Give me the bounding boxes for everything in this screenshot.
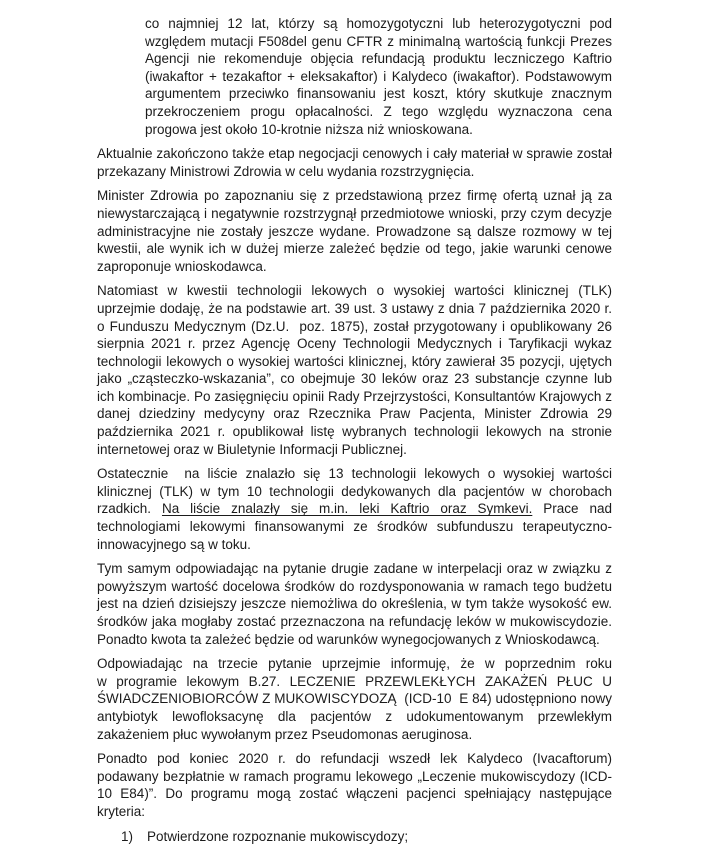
paragraph-b27-program: Odpowiadając na trzecie pytanie uprzejmie informuję, że w poprzednim roku w programie lekowym B.27. LECZENIE PRZEWLEKŁYCH ZAKAŻEŃ PŁUC U ŚWIADCZENIOBIORCÓW Z MUKOWISCYDOZĄ (ICD-10 E 84) udostępniono nowy antybiotyk lewofloksacynę dla pacjentów z udokumentowanym przewlekłym zakażeniem płuc wywołanym przez Pseudomonas aeruginosa. bbox=[97, 656, 612, 742]
list-item-text: Potwierdzone rozpoznanie mukowiscydozy; bbox=[147, 828, 409, 844]
tlk-list-outro-text: Prace nad technologiami lekowymi finansowanymi ze środków subfunduszu terapeutyczno-innowacyjnego są w toku. bbox=[97, 501, 612, 552]
paragraph-minister-decision: Minister Zdrowia po zapoznaniu się z przedstawioną przez firmę ofertą uznał ją za niewystarczającą i negatywnie rozstrzygnął przedmiotowe wnioski, przy czym decyzje administracyjne nie zostały jeszcze wydane. Prowadzone są dalsze rozmowy w tej kwestii, ale wynik ich w dużej mierze zależeć będzie od tego, jakie warunki cenowe zaproponuje wnioskodawca. bbox=[97, 188, 612, 274]
underlined-kaftrio-symkevi-text: Na liście znalazły się m.in. leki Kaftrio oraz Symkevi. bbox=[161, 501, 533, 517]
paragraph-tlk-final-list bbox=[97, 465, 612, 553]
paragraph-agency-recommendation-continuation: co najmniej 12 lat, którzy są homozygotyczni lub heterozygotyczni pod względem mutacji F508del genu CFTR z minimalną wartością funkcji Prezes Agencji nie rekomenduje objęcia refundacją produktu leczniczego Kaftrio (iwakaftor + tezakaftor + eleksakaftor) i Kalydeco (iwakaftor). Podstawowym argumentem przeciwko finansowaniu jest koszt, który skutkuje znacznym przekroczeniem progu opłacalności. Z tego względu wyznaczona cena progowa jest około 10-krotnie niższa niż wnioskowana. bbox=[145, 16, 612, 137]
tlk-list-intro-text: Ostatecznie na liście znalazło się 13 technologii lekowych o wysokiej wartości klinicznej (TLK) w tym 10 technologii dedykowanych dla pacjentów w chorobach rzadkich. bbox=[97, 466, 612, 517]
paragraph-price-negotiations: Aktualnie zakończono także etap negocjacji cenowych i cały materiał w sprawie został przekazany Ministrowi Zdrowia w celu wydania rozstrzygnięcia. bbox=[97, 146, 612, 179]
criteria-list-item-1 bbox=[121, 828, 612, 845]
paragraph-kalydeco-reimbursement: Ponadto pod koniec 2020 r. do refundacji wszedł lek Kalydeco (Ivacaftorum) podawany bezpłatnie w ramach programu lekowego „Leczenie mukowiscydozy (ICD-10 E84)”. Do programu mogą zostać włączeni pacjenci spełniający następujące kryteria: bbox=[97, 751, 612, 819]
list-item-number: 1) bbox=[121, 828, 134, 844]
paragraph-budget-answer: Tym samym odpowiadając na pytanie drugie zadane w interpelacji oraz w związku z powyższym wartość docelowa środków do rozdysponowania w ramach tego budżetu jest na dzień dzisiejszy jeszcze niemożliwa do określenia, w tym także wysokość ew. środków jaka mogłaby zostać przeznaczona na refundację leków w mukowiscydozie. Ponadto kwota ta zależeć będzie od warunków wynegocjowanych z Wnioskodawcą. bbox=[97, 561, 612, 647]
paragraph-tlk-background: Natomiast w kwestii technologii lekowych o wysokiej wartości klinicznej (TLK) uprzejmie dodaję, że na podstawie art. 39 ust. 3 ustawy z dnia 7 października 2020 r. o Funduszu Medycznym (Dz.U. poz. 1875), został przygotowany i opublikowany 26 sierpnia 2021 r. przez Agencję Oceny Technologii Medycznych i Taryfikacji wykaz technologii lekowych o wysokiej wartości klinicznej, który zawierał 35 pozycji, ujętych jako „cząsteczko-wskazania”, co obejmuje 30 leków oraz 23 substancje czynne lub ich kombinacje. Po zasięgnięciu opinii Rady Przejrzystości, Konsultantów Krajowych z danej dziedziny medycyny oraz Rzecznika Praw Pacjenta, Minister Zdrowia 29 października 2021 r. opublikował listę wybranych technologii lekowych na stronie internetowej oraz w Biuletynie Informacji Publicznej. bbox=[97, 283, 612, 457]
